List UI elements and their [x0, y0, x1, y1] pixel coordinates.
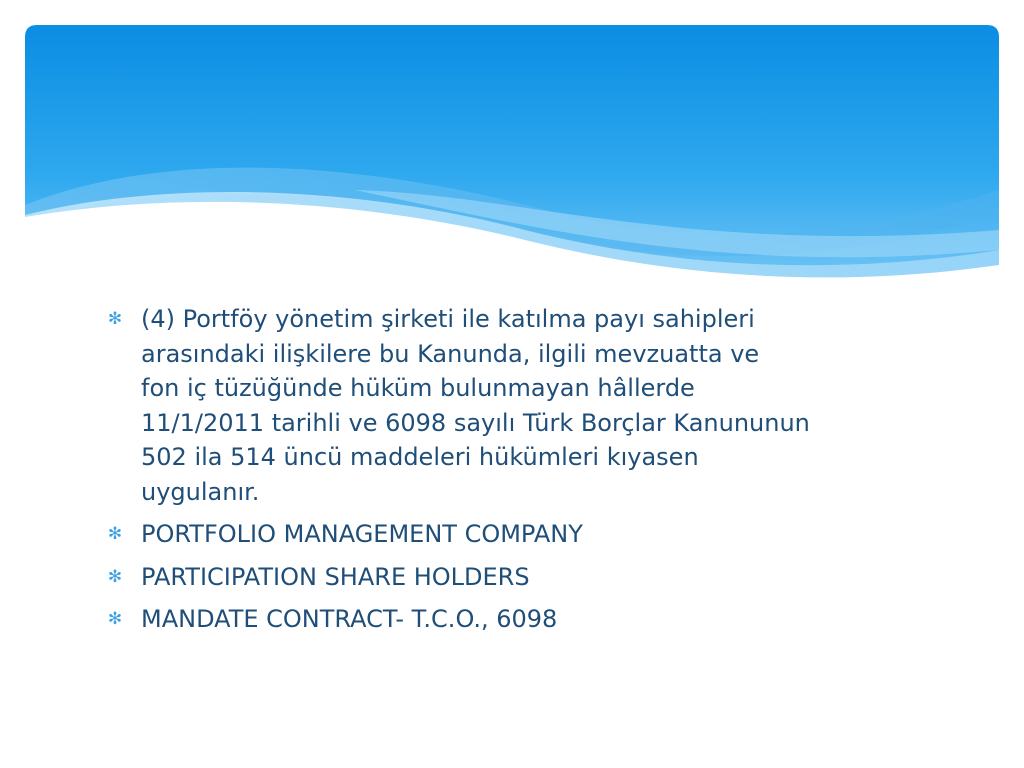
slide-body [105, 302, 925, 645]
bullet-list [105, 302, 925, 637]
bullet-text-line: PARTICIPATION SHARE HOLDERS [141, 562, 530, 591]
bullet-text [141, 302, 925, 509]
bullet-item-participation-share-holders [105, 560, 925, 595]
header-wave-banner [25, 25, 999, 295]
bullet-text [141, 560, 925, 595]
asterisk-bullet-icon: ✻ [107, 309, 123, 329]
bullet-text-line: (4) Portföy yönetim şirketi ile katılma payı sahipleri [141, 305, 755, 333]
asterisk-bullet-icon: ✻ [107, 566, 123, 587]
bullet-text [141, 602, 925, 637]
bullet-text-line: PORTFOLIO MANAGEMENT COMPANY [141, 520, 583, 548]
bullet-text-line: uygulanır. [141, 477, 260, 506]
bullet-text-line: fon iç tüzüğünde hüküm bulunmayan hâllerde [141, 374, 695, 402]
bullet-item-mandate-contract [105, 602, 925, 637]
bullet-text-line: arasındaki ilişkilere bu Kanunda, ilgili mevzuatta ve [141, 339, 760, 368]
bullet-text-line: 11/1/2011 tarihli ve 6098 sayılı Türk Borçlar Kanununun [141, 408, 810, 437]
asterisk-bullet-icon: ✻ [107, 609, 123, 629]
bullet-item-portfolio-management-company [105, 517, 925, 552]
bullet-item-turkish-article [105, 302, 925, 509]
asterisk-bullet-icon: ✻ [107, 524, 123, 544]
bullet-text-line: MANDATE CONTRACT- T.C.O., 6098 [141, 605, 558, 633]
wave-banner-graphic [25, 25, 999, 295]
bullet-text [141, 517, 925, 552]
bullet-text-line: 502 ila 514 üncü maddeleri hükümleri kıyasen [141, 443, 699, 471]
